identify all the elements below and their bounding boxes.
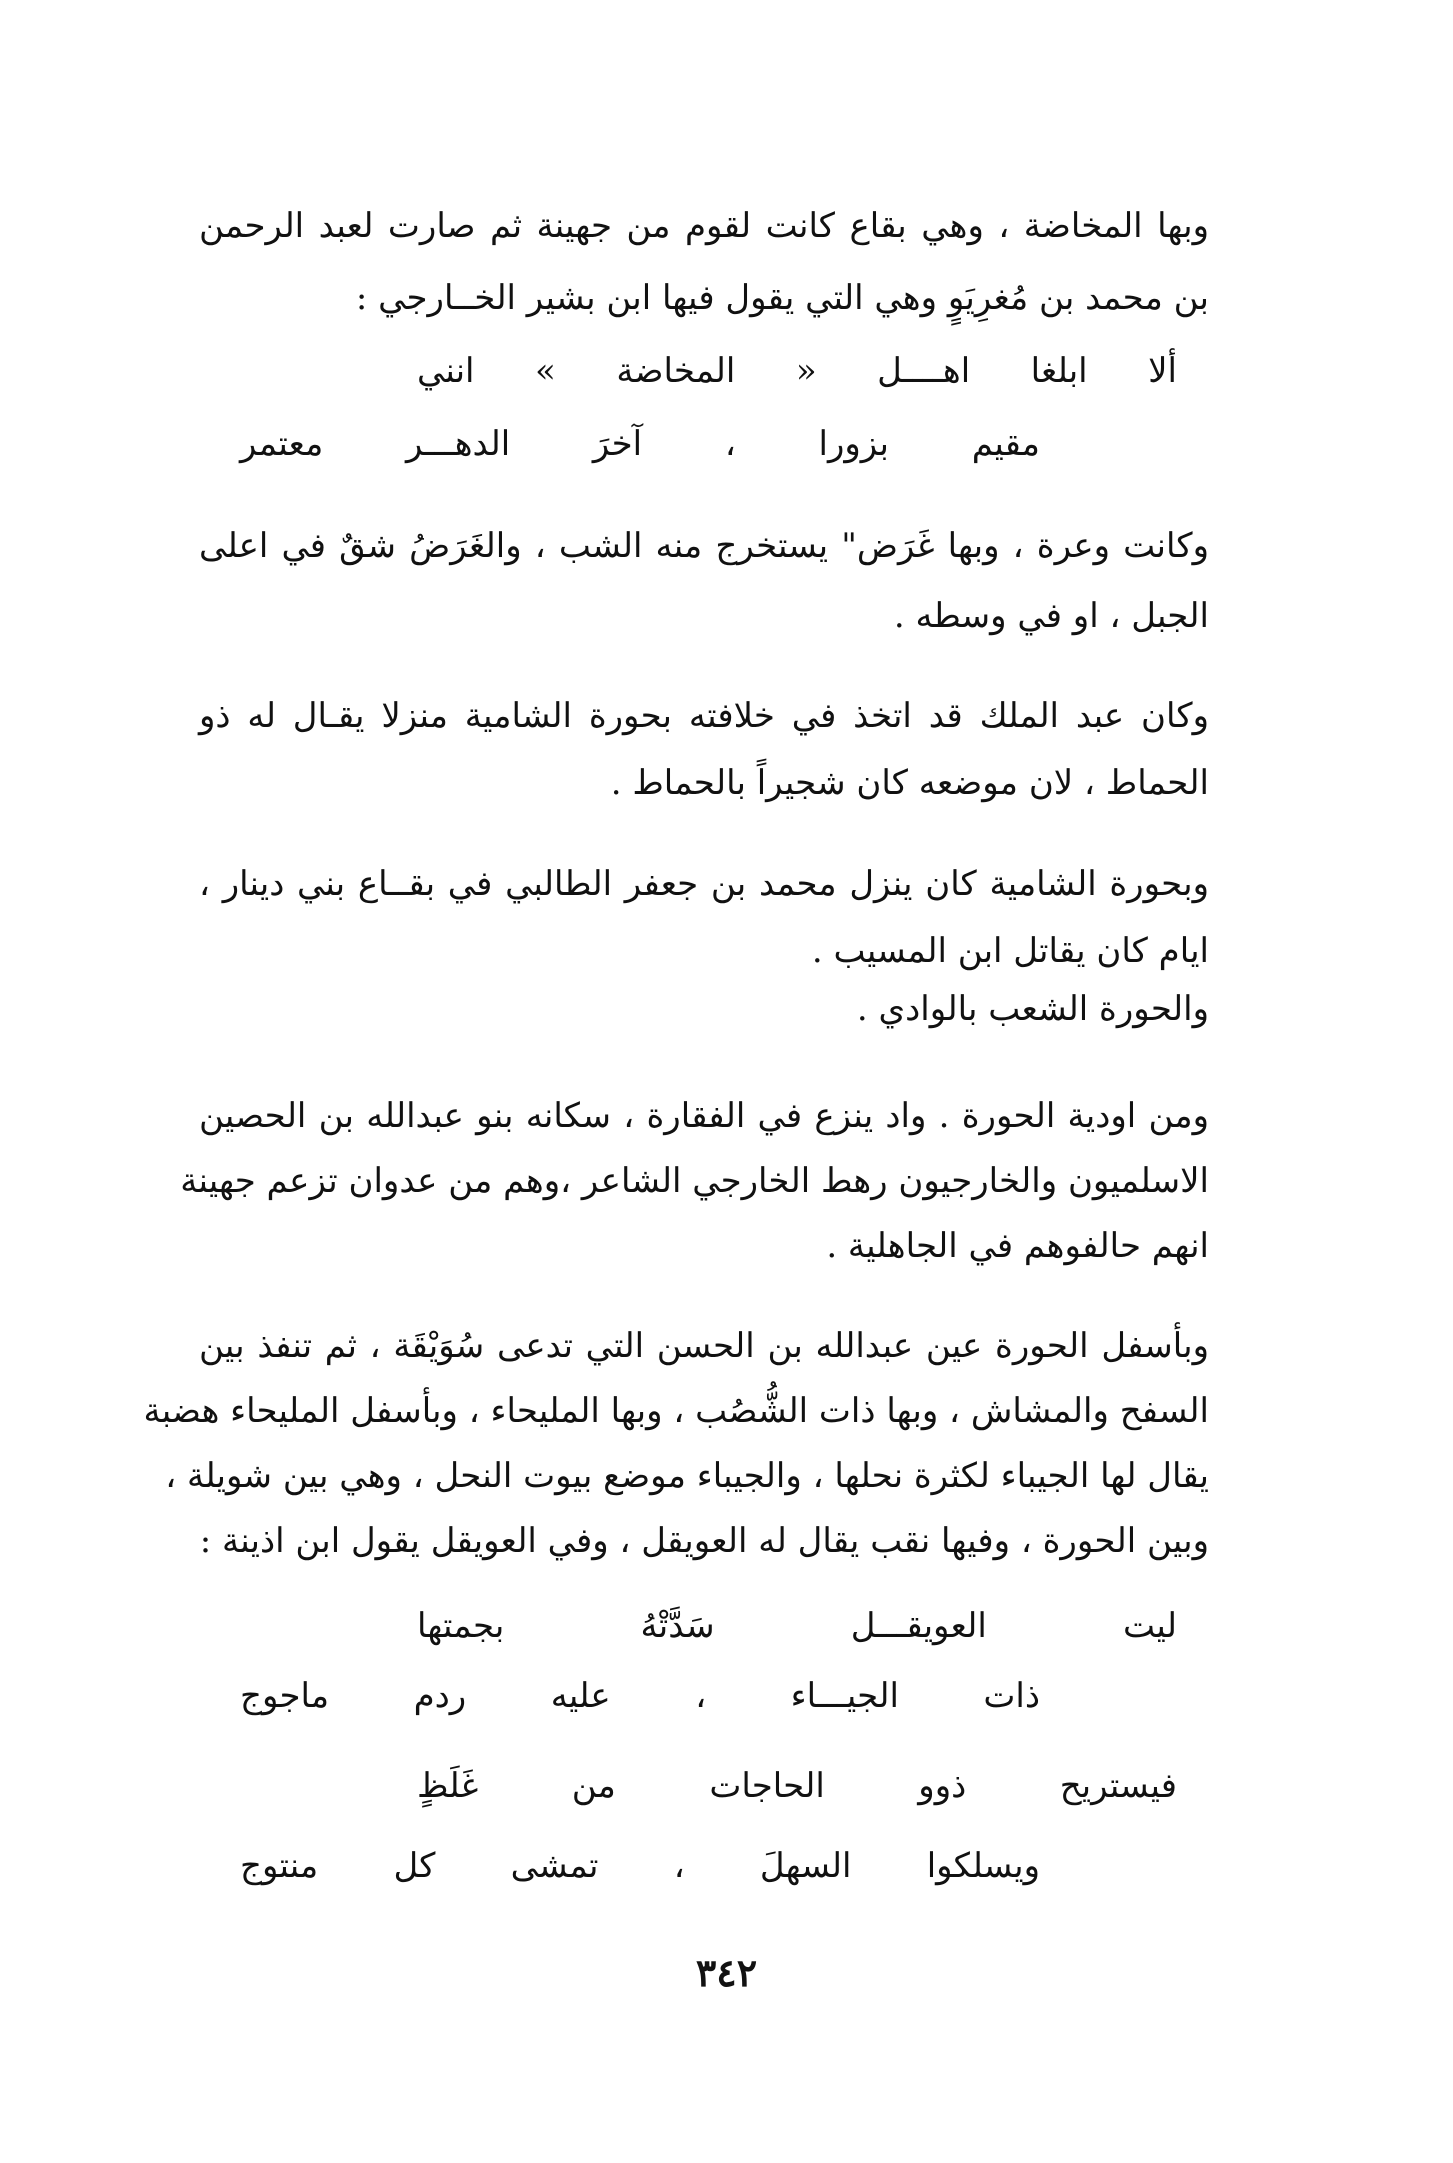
text-line: يقال لها الجيباء لكثرة نحلها ، والجيباء موضع بيوت النحل ، وهي بين شويلة ، [165,1456,1209,1496]
text-line: وبين الحورة ، وفيها نقب يقال له العويقل ، وفي العويقل يقول ابن اذينة : [199,1521,1209,1561]
text-line: وبها المخاضة ، وهي بقاع كانت لقوم من جهينة ثم صارت لعبد الرحمن [199,206,1209,246]
text-line: وبأسفل الحورة عين عبدالله بن الحسن التي تدعى سُوَيْقَة ، ثم تنفذ بين [199,1326,1209,1366]
text-line: الحماط ، لان موضعه كان شجيراً بالحماط . [610,763,1209,803]
text-line: ايام كان يقاتل ابن المسيب . [811,931,1209,971]
verse-line-second-hemistich: مقيم بزورا ، آخرَ الدهـــر معتمر [240,424,1040,464]
verse-line-second-hemistich: ذات الجيـــاء ، عليه ردم ماجوج [240,1676,1040,1716]
verse-line-first-hemistich: ألا ابلغا اهــــل « المخاضة » انني [417,351,1177,391]
page-number: ٣٤٢ [695,1950,758,1995]
text-line: ومن اودية الحورة . واد ينزع في الفقارة ، سكانه بنو عبدالله بن الحصين [199,1096,1209,1136]
verse-line-first-hemistich: فيستريح ذوو الحاجات من غَلَظٍ [417,1766,1177,1806]
text-line: وكان عبد الملك قد اتخذ في خلافته بحورة الشامية منزلا يقـال له ذو [199,696,1209,736]
text-line: الاسلميون والخارجيون رهط الخارجي الشاعر ،وهم من عدوان تزعم جهينة [180,1161,1209,1201]
verse-line-first-hemistich: ليت العويقـــل سَدَّتْهُ بجمتها [417,1606,1177,1646]
text-line: بن محمد بن مُغرِيَوٍ وهي التي يقول فيها ابن بشير الخــارجي : [355,278,1209,318]
text-line: انهم حالفوهم في الجاهلية . [826,1226,1209,1266]
text-line: الجبل ، او في وسطه . [893,596,1209,636]
text-line: وكانت وعرة ، وبها غَرَض" يستخرج منه الشب ، والغَرَضُ شقٌ في اعلى [199,526,1209,566]
text-line: والحورة الشعب بالوادي . [856,989,1209,1029]
text-line: السفح والمشاش ، وبها ذات الشُّصُب ، وبها المليحاء ، وبأسفل المليحاء هضبة [143,1391,1209,1431]
verse-line-second-hemistich: ويسلكوا السهلَ ، تمشى كل منتوج [240,1846,1040,1886]
text-line: وبحورة الشامية كان ينزل محمد بن جعفر الطالبي في بقــاع بني دينار ، [199,864,1209,904]
